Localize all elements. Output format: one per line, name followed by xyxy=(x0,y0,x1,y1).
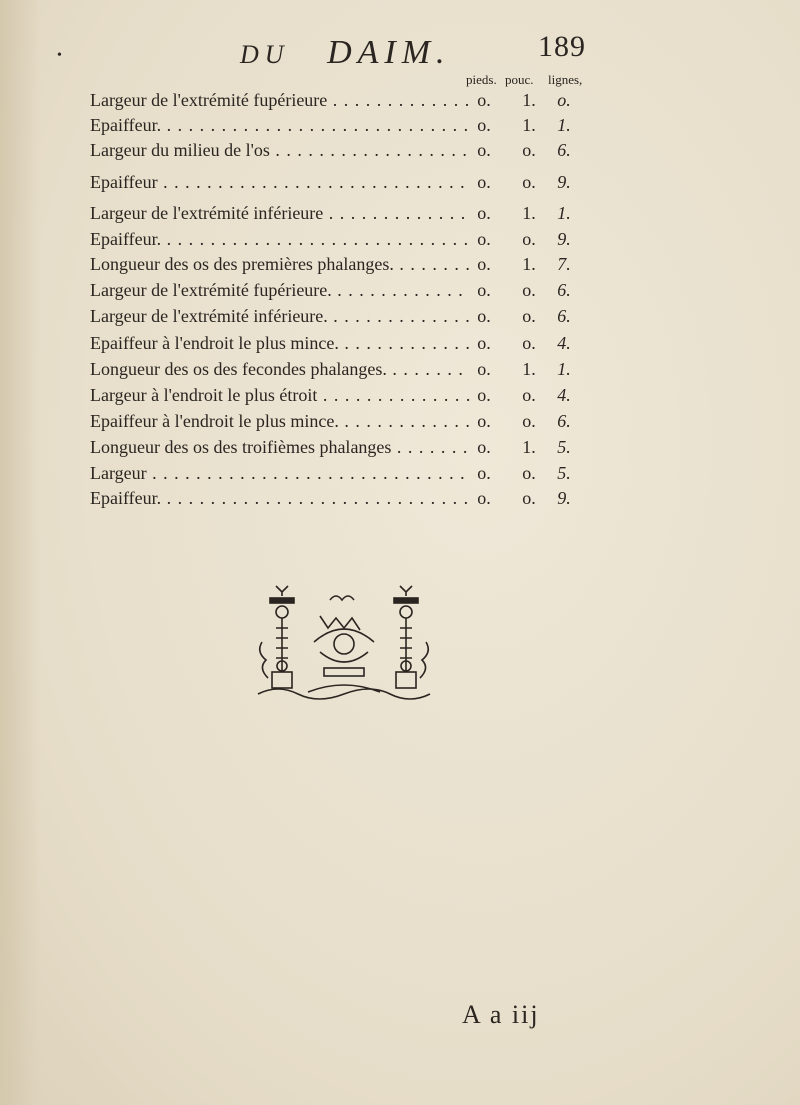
table-row xyxy=(0,411,800,435)
row-label: Largeur de l'extrémité inférieure . . . xyxy=(90,203,470,224)
table-row xyxy=(0,203,800,227)
table-row xyxy=(0,172,800,196)
column-header-lignes: lignes, xyxy=(548,72,583,87)
table-row xyxy=(0,385,800,409)
value-pieds: o. xyxy=(477,411,491,431)
value-lignes: 9. xyxy=(557,172,571,192)
signature-mark: A a iij xyxy=(462,1000,540,1029)
value-lignes: 4. xyxy=(557,385,571,405)
page-gutter xyxy=(0,0,40,1105)
value-pieds: o. xyxy=(477,463,491,483)
value-pieds: o. xyxy=(477,90,491,110)
row-label: Epaiffeur. . . . xyxy=(90,229,470,250)
value-pieds: o. xyxy=(477,229,491,249)
row-label: Epaiffeur à l'endroit le plus mince. . . . xyxy=(90,411,470,432)
value-pouces: 1. xyxy=(522,359,536,379)
value-pieds: o. xyxy=(477,115,491,135)
value-pouces: o. xyxy=(522,280,536,300)
table-row xyxy=(0,280,800,304)
table-row xyxy=(0,488,800,512)
value-lignes: 9. xyxy=(557,229,571,249)
table-row xyxy=(0,254,800,278)
value-pouces: 1. xyxy=(522,90,536,110)
row-label: Largeur à l'endroit le plus étroit . . . xyxy=(90,385,470,406)
table-row xyxy=(0,140,800,164)
value-pouces: o. xyxy=(522,140,536,160)
value-pieds: o. xyxy=(477,359,491,379)
running-title-small: DU xyxy=(240,40,290,69)
table-row xyxy=(0,229,800,253)
row-label: Largeur de l'extrémité fupérieure. . . . xyxy=(90,280,470,301)
value-pouces: 1. xyxy=(522,203,536,223)
table-row xyxy=(0,306,800,330)
value-pieds: o. xyxy=(477,140,491,160)
value-pieds: o. xyxy=(477,437,491,457)
value-lignes: 1. xyxy=(557,359,571,379)
value-pieds: o. xyxy=(477,254,491,274)
value-lignes: 9. xyxy=(557,488,571,508)
value-pouces: o. xyxy=(522,411,536,431)
value-pieds: o. xyxy=(477,488,491,508)
value-pouces: o. xyxy=(522,229,536,249)
value-pieds: o. xyxy=(477,306,491,326)
value-pouces: o. xyxy=(522,463,536,483)
value-pouces: o. xyxy=(522,488,536,508)
table-row xyxy=(0,437,800,461)
value-pieds: o. xyxy=(477,385,491,405)
tailpiece-ornament-icon xyxy=(254,582,434,707)
value-lignes: 4. xyxy=(557,333,571,353)
value-pieds: o. xyxy=(477,203,491,223)
table-row xyxy=(0,359,800,383)
row-label: Epaiffeur à l'endroit le plus mince. . . . xyxy=(90,333,470,354)
value-pouces: o. xyxy=(522,172,536,192)
column-header-pouces: pouc. xyxy=(505,72,534,87)
running-title xyxy=(240,34,451,72)
value-lignes: 5. xyxy=(557,437,571,457)
margin-dot: • xyxy=(57,48,62,63)
row-label: Longueur des os des fecondes phalanges. . . . xyxy=(90,359,470,380)
value-pouces: 1. xyxy=(522,115,536,135)
value-pieds: o. xyxy=(477,333,491,353)
value-lignes: o. xyxy=(557,90,571,110)
value-lignes: 5. xyxy=(557,463,571,483)
value-pouces: 1. xyxy=(522,437,536,457)
value-pouces: o. xyxy=(522,333,536,353)
table-row xyxy=(0,90,800,114)
row-label: Largeur de l'extrémité fupérieure . . . xyxy=(90,90,470,111)
column-header-pieds: pieds. xyxy=(466,72,497,87)
table-row xyxy=(0,115,800,139)
row-label: Longueur des os des premières phalanges. . . . xyxy=(90,254,470,275)
value-lignes: 6. xyxy=(557,411,571,431)
table-row xyxy=(0,463,800,487)
row-label: Epaiffeur . . . xyxy=(90,172,470,193)
row-label: Longueur des os des troifièmes phalanges . . . xyxy=(90,437,470,458)
row-label: Largeur de l'extrémité inférieure. . . . xyxy=(90,306,470,327)
value-pieds: o. xyxy=(477,172,491,192)
row-label: Epaiffeur. . . . xyxy=(90,488,470,509)
value-lignes: 1. xyxy=(557,203,571,223)
value-pouces: o. xyxy=(522,306,536,326)
value-lignes: 6. xyxy=(557,306,571,326)
running-title-big: DAIM. xyxy=(327,34,451,71)
value-pouces: 1. xyxy=(522,254,536,274)
value-lignes: 6. xyxy=(557,280,571,300)
page-number: 189 xyxy=(538,30,586,63)
row-label: Epaiffeur. . . . xyxy=(90,115,470,136)
value-lignes: 7. xyxy=(557,254,571,274)
value-lignes: 6. xyxy=(557,140,571,160)
row-label: Largeur du milieu de l'os . . . xyxy=(90,140,470,161)
value-lignes: 1. xyxy=(557,115,571,135)
value-pieds: o. xyxy=(477,280,491,300)
row-label: Largeur . . . xyxy=(90,463,470,484)
table-row xyxy=(0,333,800,357)
value-pouces: o. xyxy=(522,385,536,405)
